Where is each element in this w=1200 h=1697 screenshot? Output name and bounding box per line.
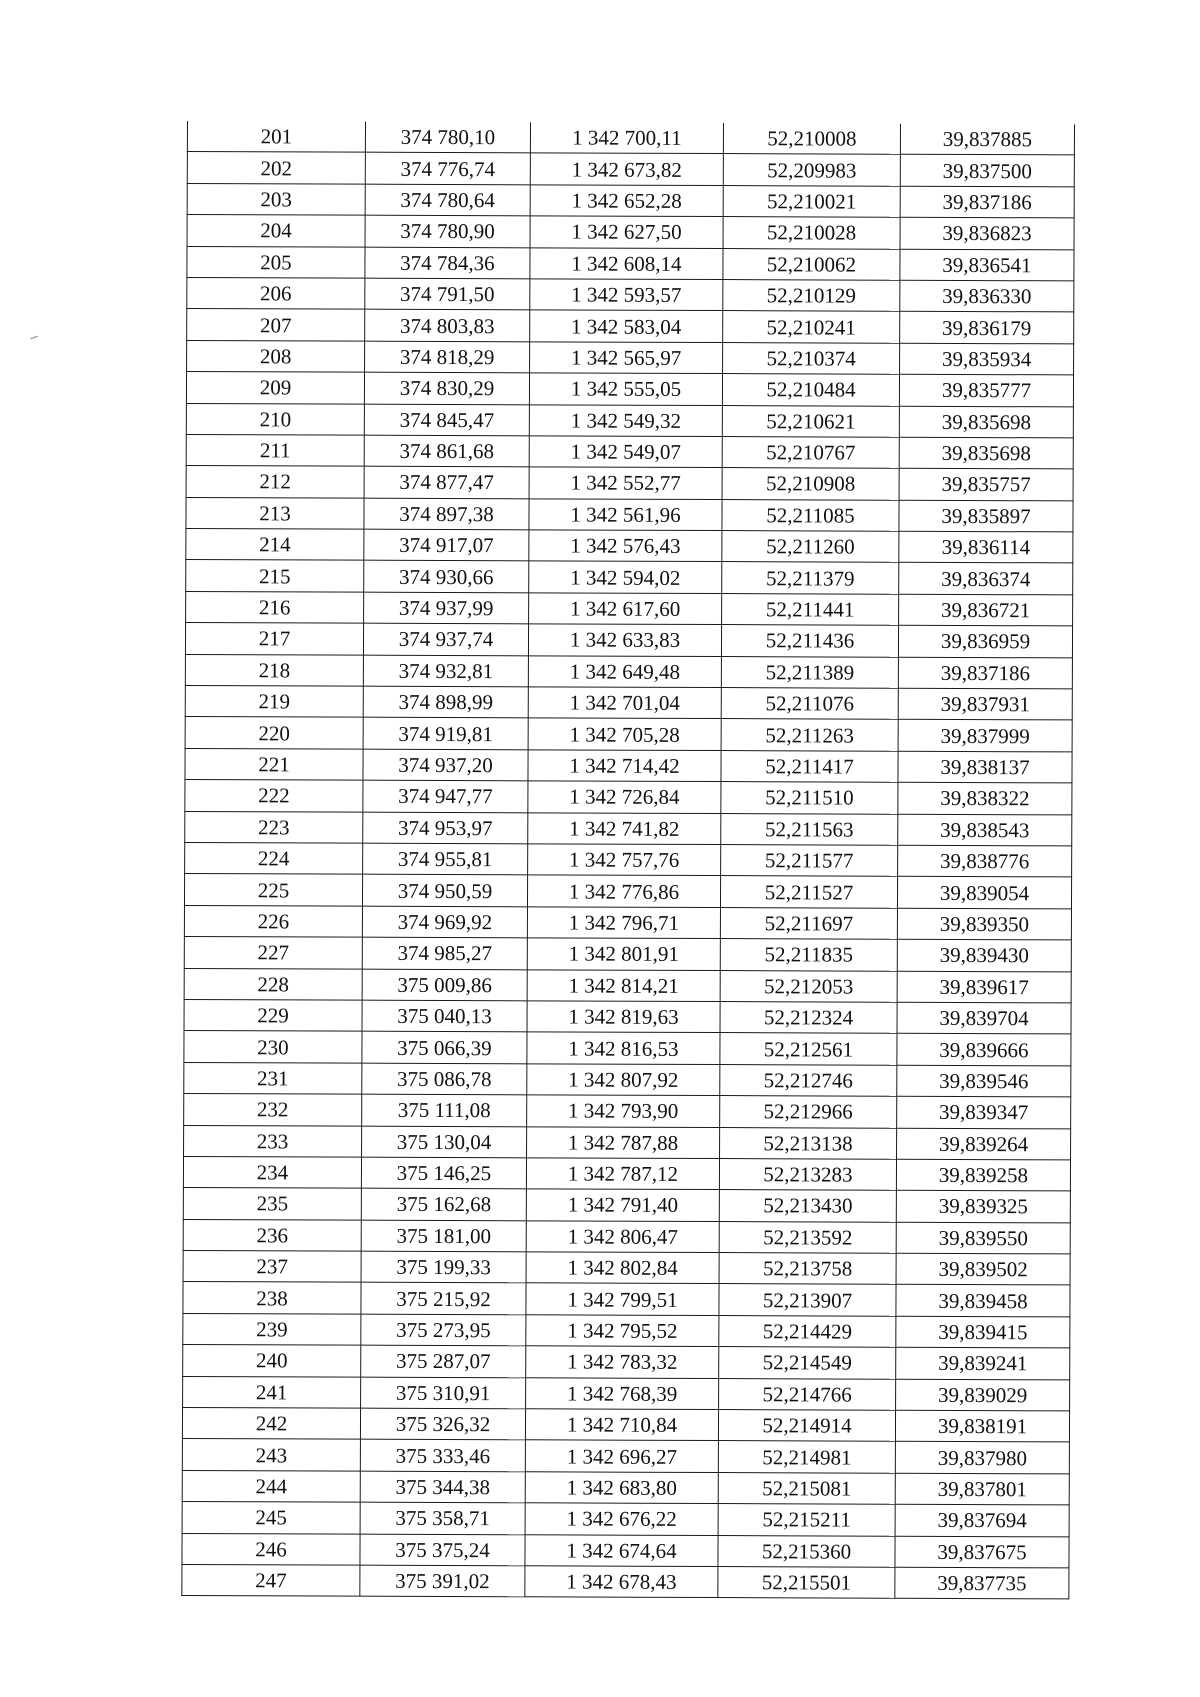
point-number-cell: 219 <box>185 686 363 718</box>
longitude-cell: 39,836179 <box>900 312 1074 344</box>
x-coordinate-cell: 375 111,08 <box>362 1094 527 1126</box>
longitude-cell: 39,837186 <box>900 186 1074 218</box>
point-number-cell: 206 <box>187 277 365 309</box>
y-coordinate-cell: 1 342 796,71 <box>527 907 720 939</box>
table-row <box>185 717 1072 752</box>
longitude-cell: 39,837931 <box>898 688 1072 720</box>
latitude-cell: 52,211527 <box>720 876 897 908</box>
longitude-cell: 39,835777 <box>899 374 1073 406</box>
table-row <box>185 842 1072 877</box>
longitude-cell: 39,836330 <box>900 280 1074 312</box>
latitude-cell: 52,213138 <box>720 1127 897 1159</box>
table-row <box>186 497 1073 532</box>
x-coordinate-cell: 375 273,95 <box>361 1314 526 1346</box>
point-number-cell: 230 <box>184 1031 362 1063</box>
y-coordinate-cell: 1 342 801,91 <box>527 938 720 970</box>
point-number-cell: 214 <box>186 529 364 561</box>
table-row <box>184 905 1071 940</box>
y-coordinate-cell: 1 342 633,83 <box>528 624 721 656</box>
x-coordinate-cell: 375 086,78 <box>362 1063 527 1095</box>
latitude-cell: 52,213283 <box>719 1158 896 1190</box>
y-coordinate-cell: 1 342 705,28 <box>528 718 721 750</box>
x-coordinate-cell: 375 066,39 <box>362 1032 527 1064</box>
x-coordinate-cell: 374 937,99 <box>364 592 529 624</box>
x-coordinate-cell: 374 947,77 <box>363 780 528 812</box>
table-row <box>182 1470 1069 1505</box>
latitude-cell: 52,212561 <box>720 1033 897 1065</box>
y-coordinate-cell: 1 342 674,64 <box>525 1534 718 1566</box>
scan-artifact-mark <box>30 336 38 339</box>
longitude-cell: 39,837500 <box>900 155 1074 187</box>
latitude-cell: 52,210767 <box>722 436 899 468</box>
y-coordinate-cell: 1 342 807,92 <box>527 1064 720 1096</box>
y-coordinate-cell: 1 342 678,43 <box>525 1566 718 1598</box>
longitude-cell: 39,839458 <box>896 1285 1070 1317</box>
longitude-cell: 39,838776 <box>898 845 1072 877</box>
y-coordinate-cell: 1 342 549,32 <box>529 404 722 436</box>
latitude-cell: 52,213758 <box>719 1253 896 1285</box>
point-number-cell: 226 <box>184 905 362 937</box>
table-row <box>185 748 1072 783</box>
latitude-cell: 52,214981 <box>718 1441 895 1473</box>
latitude-cell: 52,215211 <box>718 1504 895 1536</box>
latitude-cell: 52,211417 <box>721 750 898 782</box>
x-coordinate-cell: 374 791,50 <box>365 278 530 310</box>
table-row <box>183 1345 1070 1380</box>
x-coordinate-cell: 374 877,47 <box>364 466 529 498</box>
table-row <box>182 1564 1069 1599</box>
x-coordinate-cell: 374 861,68 <box>364 435 529 467</box>
x-coordinate-cell: 374 917,07 <box>364 529 529 561</box>
y-coordinate-cell: 1 342 741,82 <box>528 812 721 844</box>
table-row <box>187 121 1074 155</box>
table-row <box>183 1376 1070 1411</box>
y-coordinate-cell: 1 342 555,05 <box>529 373 722 405</box>
latitude-cell: 52,211697 <box>720 907 897 939</box>
x-coordinate-cell: 374 780,90 <box>365 215 530 247</box>
y-coordinate-cell: 1 342 627,50 <box>530 216 723 248</box>
y-coordinate-cell: 1 342 594,02 <box>529 561 722 593</box>
point-number-cell: 246 <box>182 1533 360 1565</box>
latitude-cell: 52,211835 <box>720 939 897 971</box>
table-row <box>186 591 1073 626</box>
y-coordinate-cell: 1 342 649,48 <box>528 655 721 687</box>
longitude-cell: 39,839241 <box>896 1347 1070 1379</box>
point-number-cell: 207 <box>187 309 365 341</box>
y-coordinate-cell: 1 342 710,84 <box>525 1409 718 1441</box>
table-row <box>187 309 1074 344</box>
point-number-cell: 204 <box>187 215 365 247</box>
latitude-cell: 52,210908 <box>722 468 899 500</box>
latitude-cell: 52,212966 <box>720 1096 897 1128</box>
point-number-cell: 239 <box>183 1313 361 1345</box>
longitude-cell: 39,839550 <box>896 1222 1070 1254</box>
point-number-cell: 213 <box>186 497 364 529</box>
table-row <box>186 434 1073 469</box>
x-coordinate-cell: 375 326,32 <box>360 1408 525 1440</box>
x-coordinate-cell: 374 780,64 <box>365 184 530 216</box>
y-coordinate-cell: 1 342 583,04 <box>530 310 723 342</box>
table-row <box>185 811 1072 846</box>
latitude-cell: 52,210129 <box>723 280 900 312</box>
point-number-cell: 236 <box>183 1219 361 1251</box>
y-coordinate-cell: 1 342 799,51 <box>526 1283 719 1315</box>
latitude-cell: 52,215360 <box>718 1535 895 1567</box>
table-row <box>184 937 1071 972</box>
latitude-cell: 52,215081 <box>718 1472 895 1504</box>
longitude-cell: 39,835757 <box>899 469 1073 501</box>
y-coordinate-cell: 1 342 714,42 <box>528 750 721 782</box>
y-coordinate-cell: 1 342 696,27 <box>525 1440 718 1472</box>
x-coordinate-cell: 375 146,25 <box>361 1157 526 1189</box>
longitude-cell: 39,838322 <box>898 782 1072 814</box>
longitude-cell: 39,839617 <box>897 971 1071 1003</box>
y-coordinate-cell: 1 342 795,52 <box>526 1315 719 1347</box>
point-number-cell: 240 <box>183 1345 361 1377</box>
x-coordinate-cell: 375 215,92 <box>361 1283 526 1315</box>
point-number-cell: 228 <box>184 968 362 1000</box>
point-number-cell: 202 <box>187 152 365 184</box>
coordinates-table <box>181 121 1075 1600</box>
longitude-cell: 39,836114 <box>899 531 1073 563</box>
x-coordinate-cell: 375 287,07 <box>361 1345 526 1377</box>
longitude-cell: 39,836721 <box>899 594 1073 626</box>
table-row <box>187 183 1074 218</box>
table-row <box>183 1251 1070 1286</box>
y-coordinate-cell: 1 342 593,57 <box>530 279 723 311</box>
x-coordinate-cell: 375 040,13 <box>362 1000 527 1032</box>
x-coordinate-cell: 374 845,47 <box>364 404 529 436</box>
y-coordinate-cell: 1 342 676,22 <box>525 1503 718 1535</box>
table-row <box>182 1408 1069 1443</box>
table-row <box>186 529 1073 564</box>
longitude-cell: 39,837885 <box>900 124 1074 156</box>
y-coordinate-cell: 1 342 816,53 <box>527 1032 720 1064</box>
x-coordinate-cell: 374 780,10 <box>365 122 530 154</box>
point-number-cell: 205 <box>187 246 365 278</box>
longitude-cell: 39,838543 <box>898 814 1072 846</box>
x-coordinate-cell: 374 784,36 <box>365 247 530 279</box>
longitude-cell: 39,836541 <box>900 249 1074 281</box>
latitude-cell: 52,211510 <box>721 782 898 814</box>
longitude-cell: 39,837999 <box>898 720 1072 752</box>
longitude-cell: 39,836374 <box>899 563 1073 595</box>
table-row <box>187 215 1074 250</box>
latitude-cell: 52,210484 <box>722 374 899 406</box>
table-row <box>187 246 1074 281</box>
longitude-cell: 39,839347 <box>897 1096 1071 1128</box>
y-coordinate-cell: 1 342 561,96 <box>529 499 722 531</box>
y-coordinate-cell: 1 342 726,84 <box>528 781 721 813</box>
point-number-cell: 247 <box>182 1564 360 1596</box>
latitude-cell: 52,211563 <box>721 813 898 845</box>
point-number-cell: 243 <box>182 1439 360 1471</box>
longitude-cell: 39,837694 <box>895 1504 1069 1536</box>
x-coordinate-cell: 374 818,29 <box>365 341 530 373</box>
latitude-cell: 52,210008 <box>723 123 900 155</box>
y-coordinate-cell: 1 342 608,14 <box>530 247 723 279</box>
point-number-cell: 237 <box>183 1251 361 1283</box>
point-number-cell: 238 <box>183 1282 361 1314</box>
point-number-cell: 224 <box>185 842 363 874</box>
y-coordinate-cell: 1 342 565,97 <box>530 342 723 374</box>
point-number-cell: 227 <box>184 937 362 969</box>
y-coordinate-cell: 1 342 791,40 <box>526 1189 719 1221</box>
x-coordinate-cell: 375 199,33 <box>361 1251 526 1283</box>
y-coordinate-cell: 1 342 819,63 <box>527 1001 720 1033</box>
latitude-cell: 52,211263 <box>721 719 898 751</box>
y-coordinate-cell: 1 342 700,11 <box>530 122 723 154</box>
table-row <box>184 1062 1071 1097</box>
latitude-cell: 52,213430 <box>719 1190 896 1222</box>
point-number-cell: 229 <box>184 999 362 1031</box>
latitude-cell: 52,215501 <box>718 1567 895 1599</box>
table-row <box>185 780 1072 815</box>
y-coordinate-cell: 1 342 757,76 <box>528 844 721 876</box>
x-coordinate-cell: 374 937,74 <box>363 623 528 655</box>
point-number-cell: 235 <box>183 1188 361 1220</box>
latitude-cell: 52,211441 <box>722 593 899 625</box>
table-row <box>187 152 1074 187</box>
x-coordinate-cell: 374 897,38 <box>364 498 529 530</box>
y-coordinate-cell: 1 342 683,80 <box>525 1472 718 1504</box>
y-coordinate-cell: 1 342 802,84 <box>526 1252 719 1284</box>
table-row <box>186 466 1073 501</box>
latitude-cell: 52,210028 <box>723 217 900 249</box>
longitude-cell: 39,839029 <box>896 1379 1070 1411</box>
table-row <box>183 1156 1070 1191</box>
table-row <box>182 1439 1069 1474</box>
latitude-cell: 52,214914 <box>718 1410 895 1442</box>
point-number-cell: 232 <box>184 1094 362 1126</box>
x-coordinate-cell: 375 009,86 <box>362 969 527 1001</box>
longitude-cell: 39,837801 <box>895 1473 1069 1505</box>
latitude-cell: 52,213907 <box>719 1284 896 1316</box>
table-row <box>185 623 1072 658</box>
y-coordinate-cell: 1 342 768,39 <box>526 1377 719 1409</box>
longitude-cell: 39,839415 <box>896 1316 1070 1348</box>
latitude-cell: 52,211260 <box>722 531 899 563</box>
table-row <box>187 277 1074 312</box>
y-coordinate-cell: 1 342 787,12 <box>526 1158 719 1190</box>
y-coordinate-cell: 1 342 701,04 <box>528 687 721 719</box>
x-coordinate-cell: 374 953,97 <box>363 812 528 844</box>
point-number-cell: 203 <box>187 183 365 215</box>
longitude-cell: 39,838191 <box>895 1410 1069 1442</box>
point-number-cell: 218 <box>185 654 363 686</box>
x-coordinate-cell: 374 898,99 <box>363 686 528 718</box>
longitude-cell: 39,837735 <box>895 1567 1069 1599</box>
latitude-cell: 52,212746 <box>720 1064 897 1096</box>
x-coordinate-cell: 374 932,81 <box>363 655 528 687</box>
y-coordinate-cell: 1 342 576,43 <box>529 530 722 562</box>
longitude-cell: 39,839325 <box>896 1191 1070 1223</box>
longitude-cell: 39,838137 <box>898 751 1072 783</box>
latitude-cell: 52,212053 <box>720 970 897 1002</box>
longitude-cell: 39,839666 <box>897 1034 1071 1066</box>
point-number-cell: 234 <box>183 1156 361 1188</box>
coordinates-table-body <box>182 121 1075 1599</box>
table-row <box>184 874 1071 909</box>
longitude-cell: 39,839546 <box>897 1065 1071 1097</box>
latitude-cell: 52,211379 <box>722 562 899 594</box>
point-number-cell: 215 <box>186 560 364 592</box>
table-row <box>184 1094 1071 1129</box>
x-coordinate-cell: 374 930,66 <box>364 561 529 593</box>
point-number-cell: 209 <box>186 372 364 404</box>
table-row <box>183 1219 1070 1254</box>
point-number-cell: 212 <box>186 466 364 498</box>
x-coordinate-cell: 374 950,59 <box>362 875 527 907</box>
longitude-cell: 39,839264 <box>897 1128 1071 1160</box>
point-number-cell: 233 <box>184 1125 362 1157</box>
latitude-cell: 52,212324 <box>720 1001 897 1033</box>
x-coordinate-cell: 375 344,38 <box>360 1471 525 1503</box>
longitude-cell: 39,837675 <box>895 1536 1069 1568</box>
table-row <box>183 1282 1070 1317</box>
longitude-cell: 39,839258 <box>896 1159 1070 1191</box>
latitude-cell: 52,209983 <box>723 154 900 186</box>
latitude-cell: 52,210062 <box>723 248 900 280</box>
point-number-cell: 208 <box>187 340 365 372</box>
point-number-cell: 223 <box>185 811 363 843</box>
latitude-cell: 52,214429 <box>719 1315 896 1347</box>
x-coordinate-cell: 374 830,29 <box>364 372 529 404</box>
longitude-cell: 39,835897 <box>899 500 1073 532</box>
table-row <box>186 560 1073 595</box>
point-number-cell: 222 <box>185 780 363 812</box>
y-coordinate-cell: 1 342 776,86 <box>527 875 720 907</box>
y-coordinate-cell: 1 342 793,90 <box>527 1095 720 1127</box>
latitude-cell: 52,210021 <box>723 185 900 217</box>
longitude-cell: 39,835698 <box>899 437 1073 469</box>
table-row <box>184 999 1071 1034</box>
x-coordinate-cell: 375 130,04 <box>362 1126 527 1158</box>
latitude-cell: 52,213592 <box>719 1221 896 1253</box>
y-coordinate-cell: 1 342 783,32 <box>526 1346 719 1378</box>
point-number-cell: 201 <box>187 121 365 153</box>
y-coordinate-cell: 1 342 806,47 <box>526 1220 719 1252</box>
point-number-cell: 210 <box>186 403 364 435</box>
longitude-cell: 39,836823 <box>900 217 1074 249</box>
table-row <box>186 372 1073 407</box>
longitude-cell: 39,839704 <box>897 1002 1071 1034</box>
y-coordinate-cell: 1 342 552,77 <box>529 467 722 499</box>
table-row <box>186 403 1073 438</box>
x-coordinate-cell: 375 333,46 <box>360 1440 525 1472</box>
x-coordinate-cell: 374 919,81 <box>363 718 528 750</box>
y-coordinate-cell: 1 342 652,28 <box>530 185 723 217</box>
latitude-cell: 52,211085 <box>722 499 899 531</box>
point-number-cell: 217 <box>185 623 363 655</box>
x-coordinate-cell: 375 358,71 <box>360 1502 525 1534</box>
table-row <box>183 1188 1070 1223</box>
latitude-cell: 52,210241 <box>723 311 900 343</box>
table-row <box>182 1533 1069 1568</box>
x-coordinate-cell: 374 776,74 <box>365 153 530 185</box>
table-row <box>182 1502 1069 1537</box>
point-number-cell: 231 <box>184 1062 362 1094</box>
table-row <box>185 686 1072 721</box>
point-number-cell: 211 <box>186 434 364 466</box>
x-coordinate-cell: 374 803,83 <box>365 310 530 342</box>
x-coordinate-cell: 375 375,24 <box>360 1534 525 1566</box>
longitude-cell: 39,835934 <box>900 343 1074 375</box>
longitude-cell: 39,837980 <box>895 1442 1069 1474</box>
latitude-cell: 52,211076 <box>721 688 898 720</box>
y-coordinate-cell: 1 342 814,21 <box>527 969 720 1001</box>
point-number-cell: 225 <box>184 874 362 906</box>
longitude-cell: 39,837186 <box>898 657 1072 689</box>
point-number-cell: 242 <box>182 1408 360 1440</box>
longitude-cell: 39,836959 <box>898 625 1072 657</box>
x-coordinate-cell: 374 955,81 <box>363 843 528 875</box>
x-coordinate-cell: 374 985,27 <box>362 937 527 969</box>
x-coordinate-cell: 375 310,91 <box>361 1377 526 1409</box>
point-number-cell: 241 <box>183 1376 361 1408</box>
table-row <box>184 1125 1071 1160</box>
longitude-cell: 39,839430 <box>897 939 1071 971</box>
point-number-cell: 216 <box>186 591 364 623</box>
x-coordinate-cell: 375 162,68 <box>361 1188 526 1220</box>
longitude-cell: 39,839350 <box>897 908 1071 940</box>
longitude-cell: 39,839502 <box>896 1253 1070 1285</box>
point-number-cell: 245 <box>182 1502 360 1534</box>
x-coordinate-cell: 374 937,20 <box>363 749 528 781</box>
x-coordinate-cell: 375 181,00 <box>361 1220 526 1252</box>
latitude-cell: 52,210374 <box>723 342 900 374</box>
table-row <box>187 340 1074 375</box>
point-number-cell: 221 <box>185 748 363 780</box>
y-coordinate-cell: 1 342 549,07 <box>529 436 722 468</box>
y-coordinate-cell: 1 342 673,82 <box>530 153 723 185</box>
latitude-cell: 52,211436 <box>721 625 898 657</box>
y-coordinate-cell: 1 342 617,60 <box>529 593 722 625</box>
latitude-cell: 52,214549 <box>719 1347 896 1379</box>
point-number-cell: 220 <box>185 717 363 749</box>
y-coordinate-cell: 1 342 787,88 <box>527 1126 720 1158</box>
latitude-cell: 52,211389 <box>721 656 898 688</box>
x-coordinate-cell: 375 391,02 <box>360 1565 525 1597</box>
table-row <box>184 968 1071 1003</box>
longitude-cell: 39,839054 <box>897 877 1071 909</box>
table-row <box>185 654 1072 689</box>
latitude-cell: 52,214766 <box>719 1378 896 1410</box>
point-number-cell: 244 <box>182 1470 360 1502</box>
x-coordinate-cell: 374 969,92 <box>362 906 527 938</box>
table-row <box>184 1031 1071 1066</box>
table-row <box>183 1313 1070 1348</box>
latitude-cell: 52,210621 <box>722 405 899 437</box>
longitude-cell: 39,835698 <box>899 406 1073 438</box>
latitude-cell: 52,211577 <box>721 845 898 877</box>
